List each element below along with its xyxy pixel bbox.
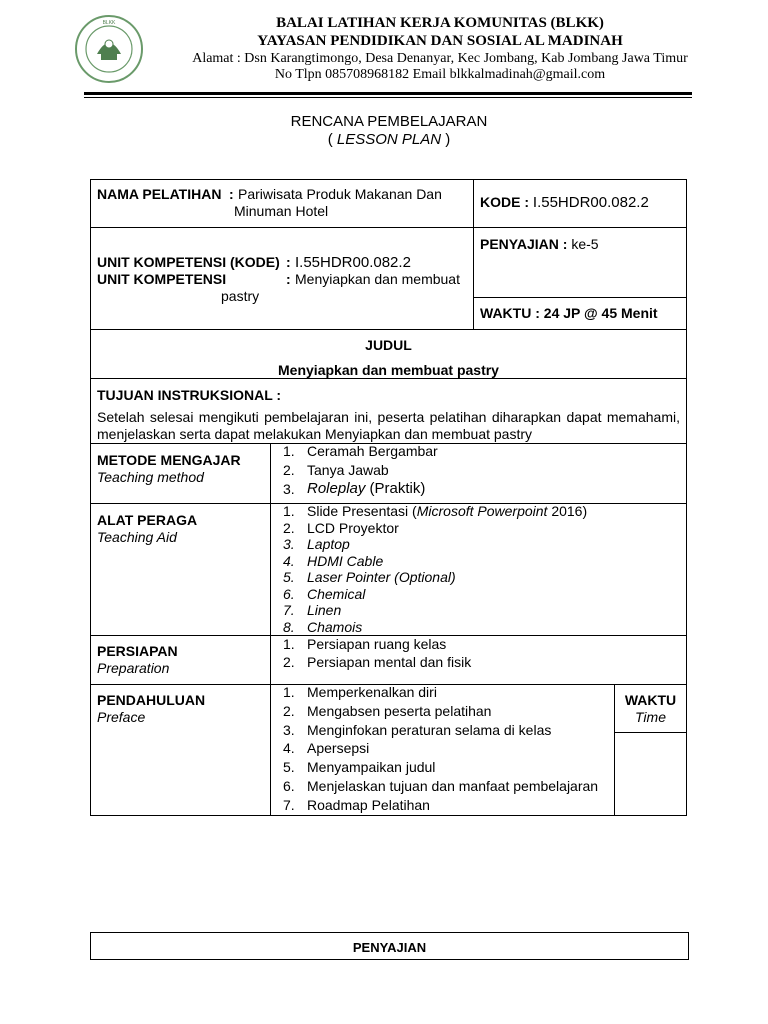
- list-item: 7. Linen: [283, 602, 342, 618]
- list-item: 5. Laser Pointer (Optional): [283, 569, 456, 585]
- unit-kompetensi-value-2: pastry: [221, 288, 260, 304]
- row-divider: [90, 227, 687, 228]
- judul-label: JUDUL: [365, 337, 412, 353]
- subtitle-text: LESSON PLAN: [336, 131, 442, 148]
- waktu-separator: :: [535, 305, 540, 321]
- persiapan-sublabel: Preparation: [97, 660, 170, 676]
- list-item: 3. Roleplay (Praktik): [283, 480, 426, 497]
- subtitle-open-paren: (: [327, 131, 333, 148]
- letterhead-contact: No Tlpn 085708968182 Email blkkalmadinah@gmail.com: [274, 67, 606, 82]
- unit-kode-label: UNIT KOMPETENSI (KODE): [97, 254, 280, 270]
- penyajian-label: PENYAJIAN: [480, 236, 559, 252]
- document-title: RENCANA PEMBELAJARAN: [290, 113, 488, 130]
- alat-list: [283, 503, 587, 635]
- unit-kompetensi-value-1: Menyiapkan dan membuat: [295, 271, 460, 287]
- penyajian-separator: :: [562, 236, 568, 252]
- pendahuluan-sublabel: Preface: [97, 709, 146, 725]
- list-item: 2. Tanya Jawab: [283, 462, 389, 478]
- pendahuluan-list: [283, 684, 598, 816]
- kode-value: I.55HDR00.082.2: [532, 194, 649, 211]
- letterhead-rule-thick: [84, 92, 692, 95]
- waktu-cell: [480, 305, 685, 321]
- institution-logo: [74, 14, 144, 84]
- kode-cell: [480, 194, 685, 211]
- logo-text: BLKK: [102, 20, 116, 26]
- persiapan-label: PERSIAPAN: [97, 643, 178, 659]
- list-item: 3. Laptop: [283, 536, 350, 552]
- list-item: 3. Menginfokan peraturan selama di kelas: [283, 721, 552, 738]
- penyajian-value: ke-5: [571, 236, 599, 252]
- pendahuluan-waktu-cell: [614, 692, 687, 726]
- document-subtitle: [90, 131, 688, 148]
- tujuan-text: [97, 409, 680, 443]
- kode-label: KODE: [480, 194, 521, 210]
- list-item: 2. Mengabsen peserta pelatihan: [283, 702, 492, 719]
- list-item: 7. Roadmap Pelatihan: [283, 796, 430, 813]
- logo-seal-icon: [74, 14, 144, 84]
- list-item: 6. Menjelaskan tujuan dan manfaat pembelajaran: [283, 777, 599, 794]
- persiapan-cell: [97, 643, 178, 677]
- unit-kompetensi-cell: [97, 254, 467, 305]
- unit-kompetensi-separator: :: [286, 271, 291, 287]
- list-item: 2. Persiapan mental dan fisik: [283, 654, 472, 670]
- letterhead-foundation: YAYASAN PENDIDIKAN DAN SOSIAL AL MADINAH: [257, 33, 623, 49]
- alat-label: ALAT PERAGA: [97, 512, 198, 528]
- waktu-value: 24 JP @ 45 Menit: [543, 305, 658, 321]
- pendahuluan-label: PENDAHULUAN: [97, 692, 206, 708]
- nama-pelatihan-separator: :: [229, 186, 234, 202]
- list-item: 2. LCD Proyektor: [283, 519, 399, 536]
- row-divider: [614, 732, 687, 733]
- list-item: 1. Persiapan ruang kelas: [283, 636, 447, 652]
- list-item: 5. Menyampaikan judul: [283, 759, 436, 776]
- letterhead-address: Alamat : Dsn Karangtimongo, Desa Denanyar, Kec Jombang, Kab Jombang Jawa Timur: [192, 51, 688, 66]
- tujuan-line-2: menjelaskan serta dapat melakukan Menyiapkan dan membuat pastry: [97, 426, 533, 442]
- alat-sublabel: Teaching Aid: [97, 529, 177, 545]
- subtitle-close-paren: ): [445, 131, 451, 148]
- metode-sublabel: Teaching method: [97, 469, 204, 485]
- nama-pelatihan-label: NAMA PELATIHAN: [97, 186, 222, 202]
- alat-cell: [97, 512, 197, 546]
- list-item: 8. Chamois: [283, 618, 363, 635]
- column-divider: [473, 179, 474, 330]
- row-divider: [90, 329, 687, 330]
- list-item: 1. Ceramah Bergambar: [283, 443, 438, 459]
- row-divider: [473, 297, 687, 298]
- pendahuluan-waktu-sublabel: Time: [635, 709, 666, 725]
- unit-kode-value: I.55HDR00.082.2: [295, 254, 411, 271]
- penyajian-cell: [480, 236, 685, 252]
- unit-kode-separator: :: [286, 254, 291, 270]
- pendahuluan-waktu-label: WAKTU: [624, 692, 677, 708]
- penyajian-section-title: PENYAJIAN: [352, 940, 427, 955]
- unit-kompetensi-label: UNIT KOMPETENSI: [97, 271, 227, 287]
- waktu-label: WAKTU: [480, 305, 532, 321]
- letterhead-institution: BALAI LATIHAN KERJA KOMUNITAS (BLKK): [276, 15, 604, 31]
- letterhead-rule-thin: [84, 97, 692, 98]
- nama-pelatihan-cell: [97, 186, 467, 220]
- tujuan-label: TUJUAN INSTRUKSIONAL :: [97, 387, 282, 403]
- metode-list: [283, 443, 438, 500]
- metode-label: METODE MENGAJAR: [97, 452, 241, 468]
- persiapan-list: [283, 636, 471, 672]
- list-item: 4. HDMI Cable: [283, 552, 384, 569]
- column-divider: [270, 443, 271, 816]
- row-divider: [90, 378, 687, 379]
- pendahuluan-cell: [97, 692, 205, 726]
- metode-cell: [97, 452, 241, 486]
- list-item: 1. Slide Presentasi (Microsoft Powerpoint 2016): [283, 503, 588, 519]
- judul-value: Menyiapkan dan membuat pastry: [278, 362, 499, 378]
- list-item: 1. Memperkenalkan diri: [283, 684, 437, 700]
- nama-pelatihan-value-1: Pariwisata Produk Makanan Dan: [238, 186, 442, 202]
- list-item: 4. Apersepsi: [283, 740, 370, 757]
- list-item: 6. Chemical: [283, 585, 366, 602]
- tujuan-line-1: Setelah selesai mengikuti pembelajaran ini, peserta pelatihan diharapkan dapat memahami,: [97, 409, 680, 425]
- nama-pelatihan-value-2: Minuman Hotel: [234, 203, 329, 219]
- kode-separator: :: [524, 194, 530, 210]
